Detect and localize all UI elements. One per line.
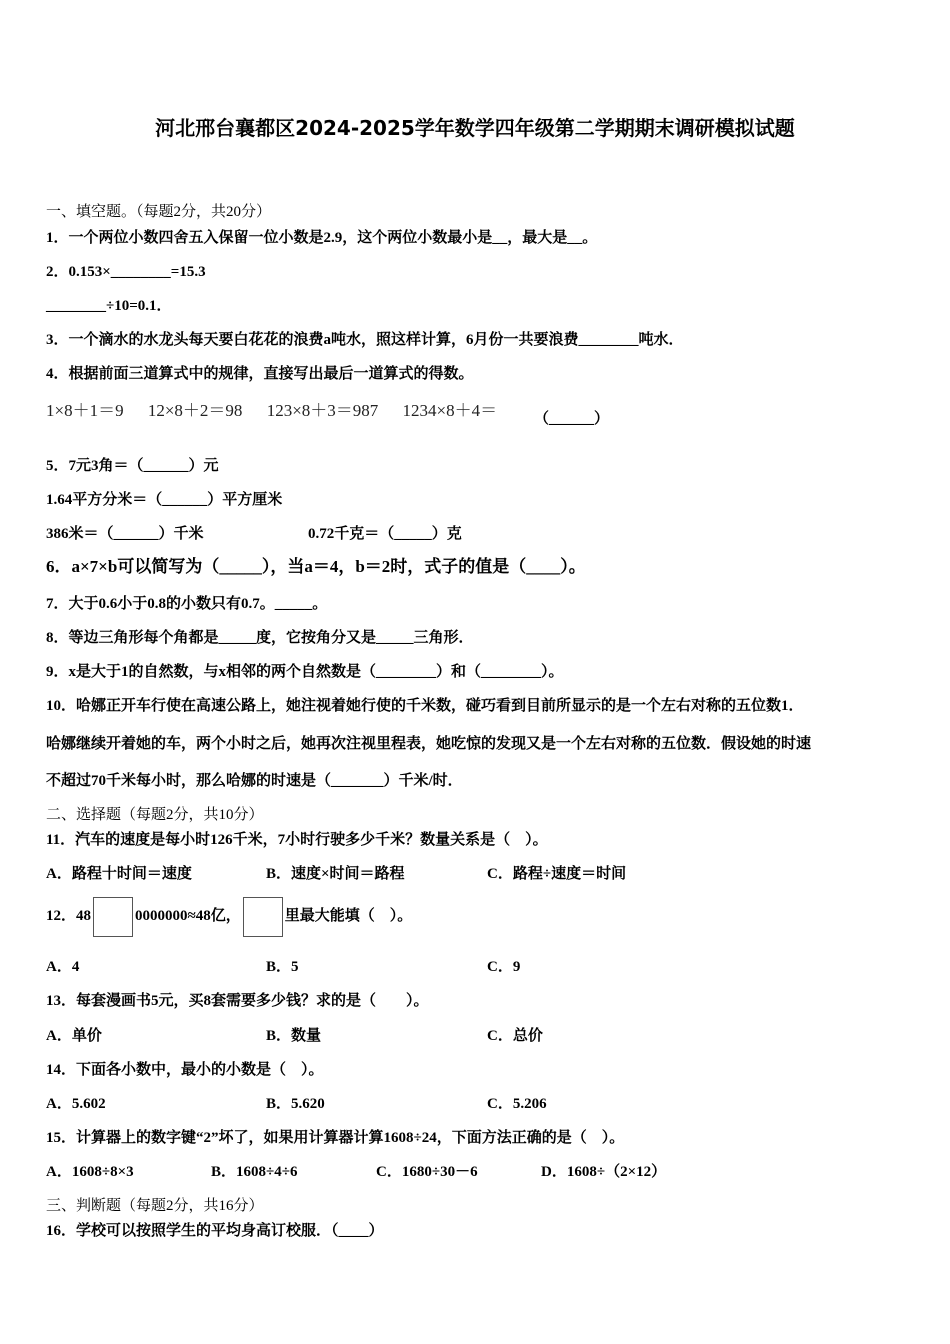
q15-option-a: A．1608÷8×3 bbox=[46, 1164, 134, 1180]
question-6: 6．a×7×b可以简写为（_____），当a＝4，b＝2时，式子的值是（____）。 bbox=[46, 557, 586, 576]
q12-option-c: C．9 bbox=[487, 959, 521, 975]
q12-prefix: 12．48 bbox=[46, 908, 92, 924]
question-11: 11．汽车的速度是每小时126千米，7小时行驶多少千米？数量关系是（ ）。 bbox=[46, 832, 548, 848]
q14-option-a: A．5.602 bbox=[46, 1096, 106, 1112]
q13-option-c: C．总价 bbox=[487, 1028, 543, 1044]
question-10-line2: 哈娜继续开着她的车，两个小时之后，她再次注视里程表，她吃惊的发现又是一个左右对称的五位数．假设她的时速 bbox=[46, 736, 812, 752]
question-10-line3: 不超过70千米每小时，那么哈娜的时速是（_______）千米/时． bbox=[46, 773, 463, 789]
q11-option-a: A．路程十时间＝速度 bbox=[46, 866, 192, 882]
question-4-formulas bbox=[46, 396, 517, 421]
q12-option-a: A．4 bbox=[46, 959, 80, 975]
question-7: 7．大于0.6小于0.8的小数只有0.7。_____。 bbox=[46, 596, 328, 612]
q13-option-b: B．数量 bbox=[266, 1028, 322, 1044]
q13-option-a: A．单价 bbox=[46, 1028, 102, 1044]
question-16: 16．学校可以按照学生的平均身高订校服．（____） bbox=[46, 1223, 384, 1239]
question-15: 15．计算器上的数字键“2”坏了，如果用计算器计算1608÷24，下面方法正确的是（ ）。 bbox=[46, 1130, 625, 1146]
section-heading-fill-blank: 一、填空题。（每题2分，共20分） bbox=[46, 204, 272, 220]
formula-1: 1×8＋1＝9 bbox=[46, 401, 124, 420]
blank-box bbox=[243, 897, 283, 937]
q15-option-d: D．1608÷（2×12） bbox=[541, 1164, 667, 1180]
q11-option-c: C．路程÷速度＝时间 bbox=[487, 866, 627, 882]
q14-option-c: C．5.206 bbox=[487, 1096, 547, 1112]
formula-3: 123×8＋3＝987 bbox=[266, 401, 379, 420]
q15-option-c: C．1680÷30－6 bbox=[376, 1164, 478, 1180]
formula-4: 1234×8＋4＝ bbox=[402, 401, 498, 420]
question-12 bbox=[46, 896, 412, 937]
question-13: 13．每套漫画书5元，买8套需要多少钱？求的是（ ）。 bbox=[46, 993, 429, 1009]
question-2a: 2．0.153×________=15.3 bbox=[46, 264, 206, 280]
question-4: 4．根据前面三道算式中的规律，直接写出最后一道算式的得数。 bbox=[46, 366, 474, 382]
q12-option-b: B．5 bbox=[266, 959, 299, 975]
question-5b: 1.64平方分米＝（______）平方厘米 bbox=[46, 492, 283, 508]
q12-middle: 0000000≈48亿， bbox=[135, 908, 241, 924]
blank-box bbox=[93, 897, 133, 937]
q11-option-b: B．速度×时间＝路程 bbox=[266, 866, 405, 882]
page-title: 河北邢台襄都区2024-2025学年数学四年级第二学期期末调研模拟试题 bbox=[155, 116, 795, 140]
question-3: 3．一个滴水的水龙头每天要白花花的浪费a吨水，照这样计算，6月份一共要浪费________吨水． bbox=[46, 332, 684, 348]
question-9: 9．x是大于1的自然数，与x相邻的两个自然数是（________）和（________）。 bbox=[46, 664, 564, 680]
q14-option-b: B．5.620 bbox=[266, 1096, 325, 1112]
question-2b: ________÷10=0.1． bbox=[46, 298, 172, 314]
question-5c: 386米＝（______）千米 bbox=[46, 526, 204, 542]
q15-option-b: B．1608÷4÷6 bbox=[211, 1164, 298, 1180]
section-heading-choice: 二、选择题（每题2分，共10分） bbox=[46, 807, 264, 823]
question-8: 8．等边三角形每个角都是_____度，它按角分又是_____三角形． bbox=[46, 630, 474, 646]
section-heading-judge: 三、判断题（每题2分，共16分） bbox=[46, 1198, 264, 1214]
question-5a: 5．7元3角＝（______）元 bbox=[46, 458, 219, 474]
question-5d: 0.72千克＝（_____）克 bbox=[308, 526, 462, 542]
question-4-blank: （______） bbox=[534, 411, 610, 427]
question-1: 1．一个两位小数四舍五入保留一位小数是2.9，这个两位小数最小是__，最大是__。 bbox=[46, 230, 598, 246]
question-10-line1: 10．哈娜正开车行使在高速公路上，她注视着她行使的千米数，碰巧看到目前所显示的是一个左右对称的五位数1． bbox=[46, 698, 804, 714]
question-14: 14．下面各小数中，最小的小数是（ ）。 bbox=[46, 1062, 324, 1078]
q12-suffix: 里最大能填（ ）。 bbox=[284, 908, 413, 924]
formula-2: 12×8＋2＝98 bbox=[147, 401, 243, 420]
